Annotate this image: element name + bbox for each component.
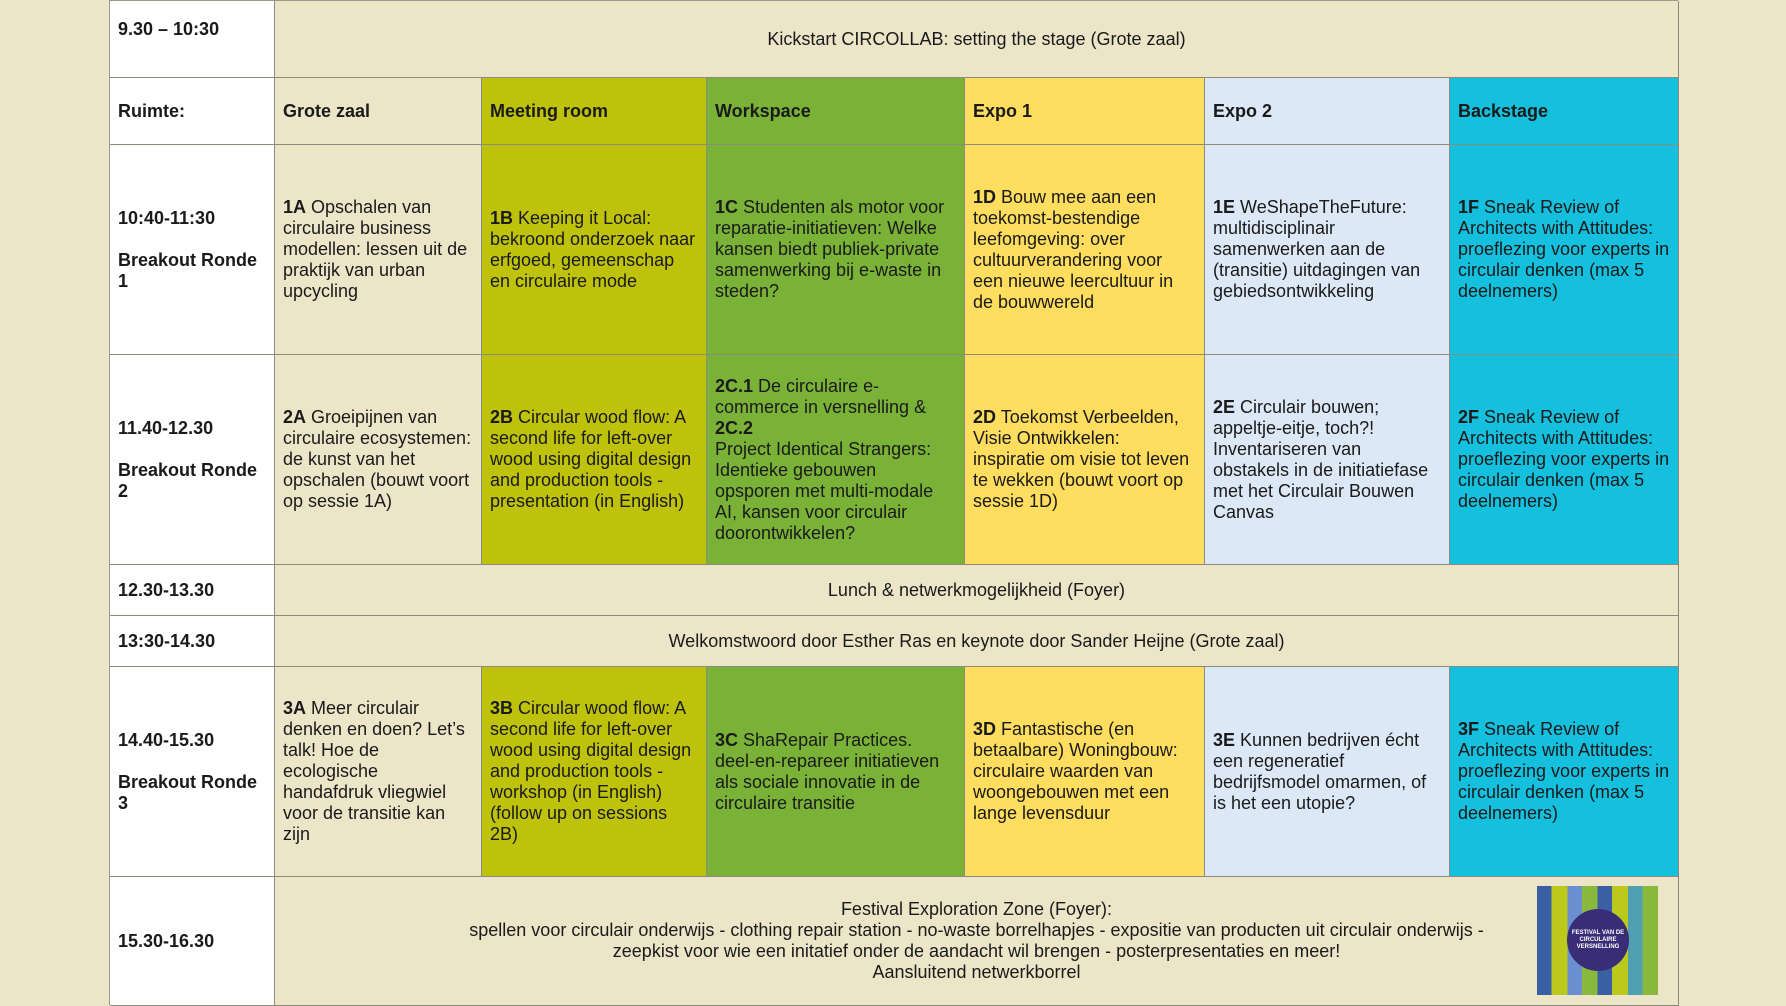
room-label: Ruimte: (110, 78, 275, 145)
room-header: Backstage (1450, 78, 1679, 145)
session-code: 2A (283, 407, 307, 427)
time-cell: 13:30-14.30 (110, 616, 275, 667)
session-title: De circulaire e-commerce in versnelling & (715, 375, 927, 417)
time-cell: 12.30-13.30 (110, 565, 275, 616)
session-code: 2B (490, 407, 514, 427)
session-title: Groeipijnen van circulaire ecosystemen: de kunst van het opschalen (bouwt voort op sessie 1A) (283, 407, 472, 511)
session-cell (1450, 145, 1679, 355)
session-cell (1450, 355, 1679, 565)
session-title: Sneak Review of Architects with Attitudes: proeflezing voor experts in circulair denken (max 5 deelnemers) (1458, 197, 1670, 301)
session-code: 1A (283, 197, 307, 217)
session-title: Sneak Review of Architects with Attitudes: proeflezing voor experts in circulair denken (max 5 deelnemers) (1458, 719, 1670, 823)
round-label: Breakout Ronde 1 (118, 249, 258, 291)
session-title: Sneak Review of Architects with Attitudes: proeflezing voor experts in circulair denken (max 5 deelnemers) (1458, 407, 1670, 511)
session-cell (707, 355, 965, 565)
session-cell (1450, 667, 1679, 877)
session-cell (1205, 145, 1450, 355)
session-code: 3D (973, 719, 997, 739)
session-code: 1F (1458, 197, 1480, 217)
session-code: 3C (715, 729, 739, 750)
round-label: Breakout Ronde 2 (118, 459, 258, 501)
session-title: Bouw mee aan een toekomst-bestendige leefomgeving: over cultuurverandering voor een nieuwe leercultuur in de bouwwereld (973, 186, 1174, 312)
session-cell (275, 145, 482, 355)
session-cell (482, 667, 707, 877)
round-time-cell (110, 355, 275, 565)
festival-line: spellen voor circulair onderwijs - clothing repair station - no-waste borrelhapjes - expositie van producten uit circulair onderwijs - (469, 920, 1484, 940)
session-title: Studenten als motor voor reparatie-initiatieven: Welke kansen biedt publiek-private samenwerking bij e-waste in steden? (715, 197, 945, 301)
session-cell (275, 667, 482, 877)
session-code: 1E (1213, 197, 1236, 217)
round-time-cell (110, 145, 275, 355)
session-title: Kunnen bedrijven écht een regeneratief bedrijfsmodel omarmen, of is het een utopie? (1213, 729, 1427, 813)
lunch-cell: Lunch & netwerkmogelijkheid (Foyer) (275, 565, 1679, 616)
festival-logo (1537, 886, 1658, 995)
round-time: 11.40-12.30 (118, 417, 214, 438)
session-cell (482, 355, 707, 565)
session-title: Fantastische (en betaalbare) Woningbouw: circulaire waarden van woongebouwen met een lange levensduur (973, 719, 1178, 823)
round-label: Breakout Ronde 3 (118, 771, 258, 813)
session-title: Circulair bouwen; appeltje-eitje, toch?! Inventariseren van obstakels in de initiatiefase met het Circulair Bouwen Canvas (1213, 396, 1429, 522)
time-cell: 9.30 – 10:30 (110, 1, 275, 78)
session-title: Keeping it Local: bekroond onderzoek naar erfgoed, gemeenschap en circulaire mode (490, 207, 696, 291)
session-code: 3F (1458, 719, 1480, 739)
session-cell (707, 667, 965, 877)
session-code: 2E (1213, 396, 1236, 417)
session-cell (707, 145, 965, 355)
session-cell (1205, 667, 1450, 877)
keynote-cell: Welkomstwoord door Esther Ras en keynote door Sander Heijne (Grote zaal) (275, 616, 1679, 667)
festival-title: Festival Exploration Zone (Foyer): (840, 899, 1113, 919)
session-cell (965, 145, 1205, 355)
festival-line: zeepkist voor wie een initatief onder de aandacht wil brengen - posterpresentaties en meer! (612, 941, 1341, 961)
festival-cell (275, 877, 1679, 1006)
time-cell: 15.30-16.30 (110, 877, 275, 1006)
room-header: Expo 1 (965, 78, 1205, 145)
room-header: Grote zaal (275, 78, 482, 145)
round-time: 10:40-11:30 (118, 207, 216, 228)
session-title: Circular wood flow: A second life for left-over wood using digital design and production tools - presentation (in English) (490, 407, 692, 511)
festival-line: Aansluitend netwerkborrel (872, 962, 1081, 982)
festival-logo-text: FESTIVAL VAN DE CIRCULAIRE VERSNELLING (1567, 909, 1629, 971)
session-title: Opschalen van circulaire business modellen: lessen uit de praktijk van urban upcycling (283, 197, 468, 301)
session-code: 2C.1 (715, 375, 754, 396)
session-title: ShaRepair Practices. deel-en-repareer initiatieven als sociale innovatie in de circulaire transitie (715, 729, 940, 813)
schedule-table (109, 0, 1678, 1005)
session-title: Toekomst Verbeelden, Visie Ontwikkelen: inspiratie om visie tot leven te wekken (bouwt voort op sessie 1D) (973, 407, 1190, 511)
session-code: 1C (715, 197, 739, 217)
session-code: 2F (1458, 407, 1480, 427)
session-cell (482, 145, 707, 355)
session-title: Project Identical Strangers: Identieke gebouwen opsporen met multi-modale AI, kansen voor circulair doorontwikkelen? (715, 438, 934, 543)
room-header: Expo 2 (1205, 78, 1450, 145)
session-title: Circular wood flow: A second life for left-over wood using digital design and production tools - workshop (in English) (follow up on sessions 2B) (490, 698, 692, 844)
kickstart-cell: Kickstart CIRCOLLAB: setting the stage (Grote zaal) (275, 1, 1679, 78)
session-code: 1B (490, 207, 514, 228)
room-header: Workspace (707, 78, 965, 145)
session-code: 3B (490, 698, 514, 718)
session-cell (965, 355, 1205, 565)
room-header: Meeting room (482, 78, 707, 145)
round-time-cell (110, 667, 275, 877)
session-title: WeShapeTheFuture: multidisciplinair samenwerken aan de (transitie) uitdagingen van gebiedsontwikkeling (1213, 197, 1421, 301)
session-code: 1D (973, 186, 997, 207)
session-code: 3E (1213, 729, 1236, 750)
session-cell (275, 355, 482, 565)
round-time: 14.40-15.30 (118, 729, 215, 750)
session-cell (965, 667, 1205, 877)
session-title: Meer circulair denken en doen? Let’s talk! Hoe de ecologische handafdruk vliegwiel voor de transitie kan zijn (283, 698, 465, 844)
session-code: 2D (973, 407, 997, 427)
session-code: 2C.2 (715, 417, 754, 438)
session-code: 3A (283, 698, 307, 718)
session-cell (1205, 355, 1450, 565)
